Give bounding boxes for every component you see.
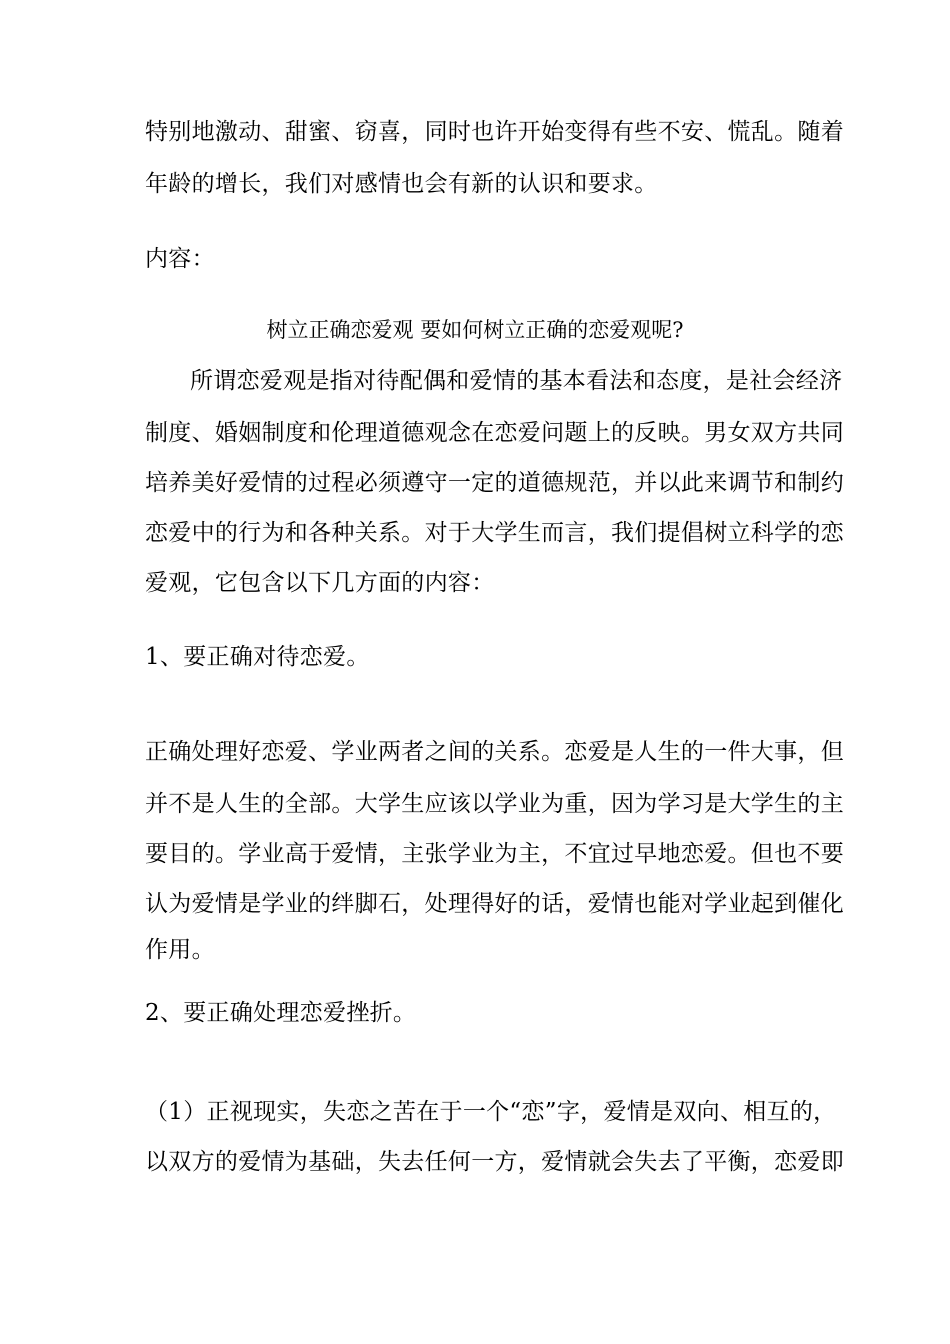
text-line: 所谓恋爱观是指对待配偶和爱情的基本看法和态度，是社会经济 bbox=[190, 368, 843, 394]
text-line: 培养美好爱情的过程必须遵守一定的道德规范，并以此来调节和制约 bbox=[145, 470, 844, 496]
text-line: 年龄的增长，我们对感情也会有新的认识和要求。 bbox=[145, 171, 658, 197]
text-line: 以双方的爱情为基础，失去任何一方，爱情就会失去了平衡，恋爱即 bbox=[145, 1149, 844, 1175]
text-line: 制度、婚姻制度和伦理道德观念在恋爱问题上的反映。男女双方共同 bbox=[145, 420, 844, 446]
text-line: 作用。 bbox=[145, 937, 215, 963]
section-title: 树立正确恋爱观 要如何树立正确的恋爱观呢? bbox=[266, 318, 684, 342]
text-line: 恋爱中的行为和各种关系。对于大学生而言，我们提倡树立科学的恋 bbox=[145, 520, 844, 546]
text-line: 特别地激动、甜蜜、窃喜，同时也许开始变得有些不安、慌乱。随着 bbox=[145, 119, 844, 145]
text-line: 正确处理好恋爱、学业两者之间的关系。恋爱是人生的一件大事，但 bbox=[145, 739, 844, 765]
text-line: 认为爱情是学业的绊脚石，处理得好的话，爱情也能对学业起到催化 bbox=[145, 891, 844, 917]
text-line: 爱观，它包含以下几方面的内容： bbox=[145, 570, 495, 596]
list-heading: 1、要正确对待恋爱。 bbox=[145, 644, 370, 670]
text-line: （1）正视现实，失恋之苦在于一个“恋”字，爱情是双向、相互的， bbox=[145, 1099, 837, 1125]
list-heading: 2、要正确处理恋爱挫折。 bbox=[145, 1000, 417, 1026]
text-line: 要目的。学业高于爱情，主张学业为主，不宜过早地恋爱。但也不要 bbox=[145, 841, 844, 867]
text-line: 内容： bbox=[145, 246, 215, 272]
text-line: 并不是人生的全部。大学生应该以学业为重，因为学习是大学生的主 bbox=[145, 791, 844, 817]
